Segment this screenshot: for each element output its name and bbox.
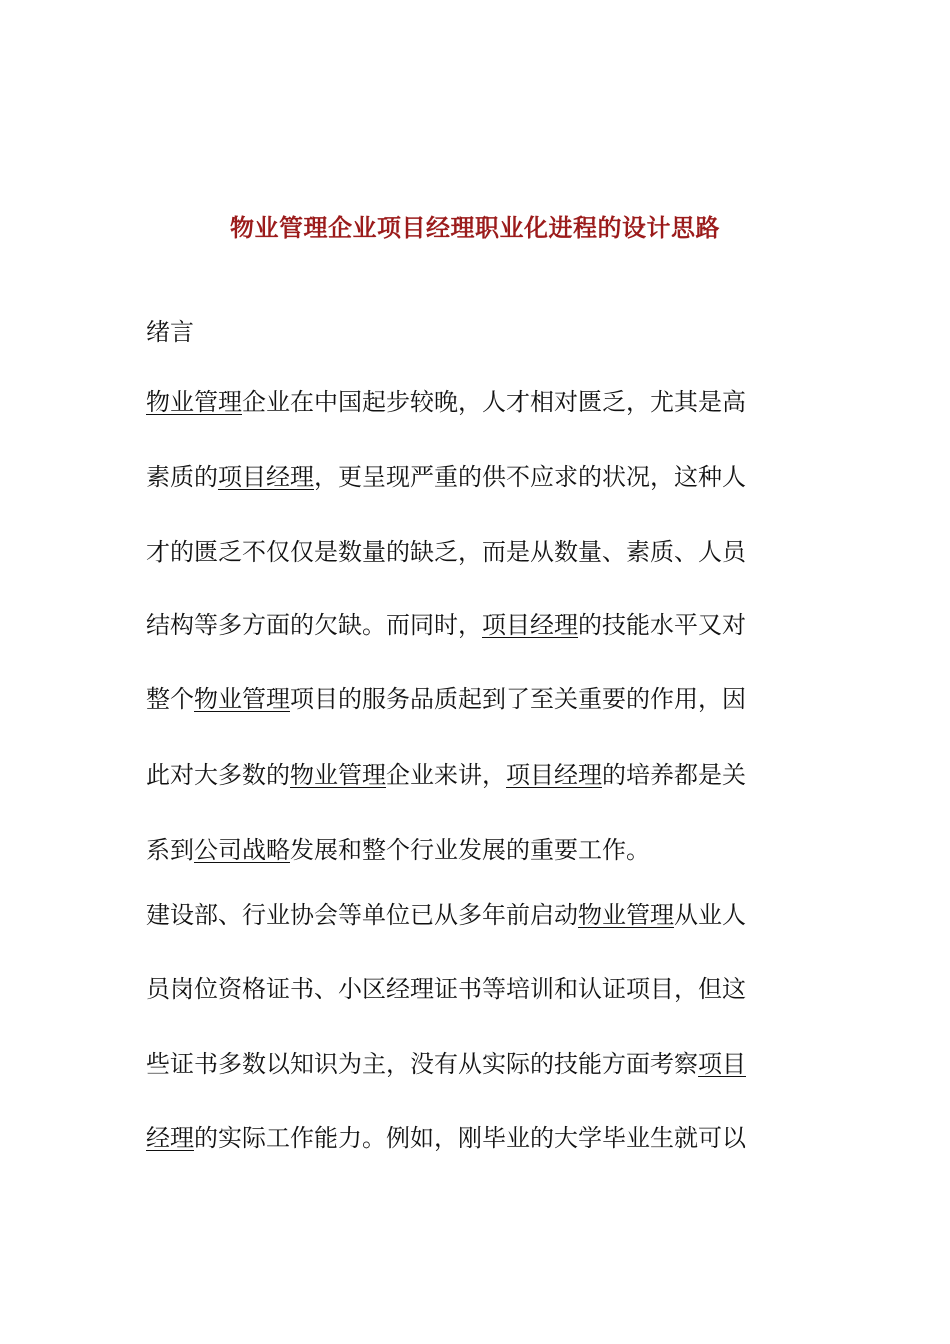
text-run: 素质的 [146,463,218,491]
linked-term[interactable]: 物业管理 [146,388,242,416]
text-run: 些证书多数以知识为主，没有从实际的技能方面考察 [146,1050,698,1078]
text-run: 企业在中国起步较晚，人才相对匮乏，尤其是高 [242,388,746,416]
paragraph1-line [146,534,786,570]
linked-term[interactable]: 物业管理 [290,761,386,789]
text-run: 此对大多数的 [146,761,290,789]
text-run: 企业来讲， [386,761,506,789]
linked-term[interactable]: 经理 [146,1124,194,1152]
text-run: 才的匮乏不仅仅是数量的缺乏，而是从数量、素质、人员 [146,538,746,566]
section-heading: 绪言 [146,318,194,346]
linked-term[interactable]: 物业管理 [578,901,674,929]
linked-term[interactable]: 项目经理 [482,611,578,639]
linked-term[interactable]: 项目经理 [506,761,602,789]
paragraph1-line [146,832,786,868]
text-run: 的培养都是关 [602,761,746,789]
text-run: 整个 [146,685,194,713]
paragraph1-line [146,757,786,793]
linked-term[interactable]: 项目经理 [218,463,314,491]
text-run: 结构等多方面的欠缺。而同时， [146,611,482,639]
paragraph2-line [146,1046,786,1082]
linked-term[interactable]: 项目 [698,1050,746,1078]
text-run: 建设部、行业协会等单位已从多年前启动 [146,901,578,929]
paragraph1-line [146,459,786,495]
linked-term[interactable]: 公司战略 [194,836,290,864]
text-run: 项目的服务品质起到了至关重要的作用，因 [290,685,746,713]
linked-term[interactable]: 物业管理 [194,685,290,713]
text-run: 系到 [146,836,194,864]
text-run: ，更呈现严重的供不应求的状况，这种人 [314,463,746,491]
text-run: 员岗位资格证书、小区经理证书等培训和认证项目，但这 [146,975,746,1003]
text-run: 的技能水平又对 [578,611,746,639]
paragraph2-line [146,897,786,933]
document-title: 物业管理企业项目经理职业化进程的设计思路 [230,213,720,242]
text-run: 发展和整个行业发展的重要工作。 [290,836,650,864]
paragraph1-line [146,681,786,717]
paragraph1-line [146,384,786,420]
paragraph2-line [146,1120,786,1156]
paragraph1-line [146,607,786,643]
text-run: 的实际工作能力。例如，刚毕业的大学毕业生就可以 [194,1124,746,1152]
text-run: 从业人 [674,901,746,929]
paragraph2-line [146,971,786,1007]
